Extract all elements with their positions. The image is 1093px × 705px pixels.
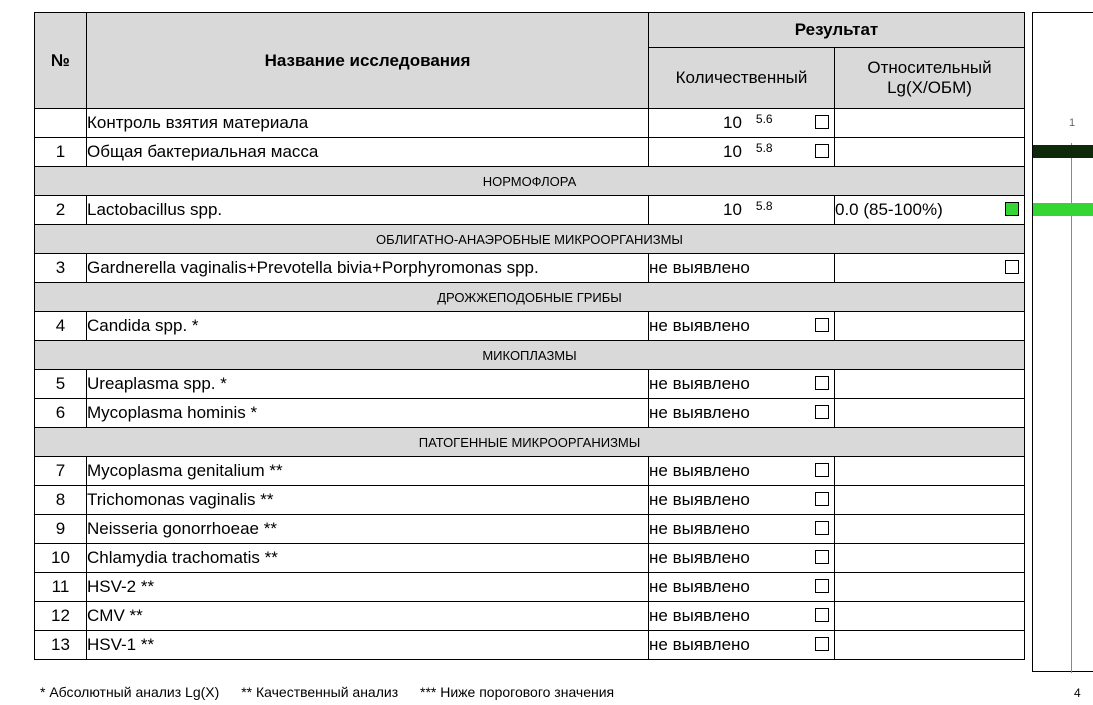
quantitative-value (649, 312, 835, 341)
result-checkbox-icon (815, 492, 829, 506)
chart-tick-top: 1 (1069, 117, 1076, 129)
quantitative-value (649, 196, 835, 225)
result-checkbox-icon (815, 521, 829, 535)
quantitative-value (649, 370, 835, 399)
quantitative-value (649, 544, 835, 573)
section-title: ДРОЖЖЕПОДОБНЫЕ ГРИБЫ (35, 283, 1025, 312)
table-row (35, 399, 1025, 428)
table-row (35, 254, 1025, 283)
section-row (35, 341, 1025, 370)
value-text: не выявлено (649, 635, 750, 654)
quantitative-value (649, 399, 835, 428)
footnote-threshold: *** Ниже порогового значения (420, 684, 615, 700)
relative-value (835, 602, 1025, 631)
quantitative-value (649, 457, 835, 486)
value-text: не выявлено (649, 316, 750, 335)
result-checkbox-icon (815, 376, 829, 390)
result-checkbox-icon (815, 579, 829, 593)
relative-value (835, 544, 1025, 573)
value-text: не выявлено (649, 258, 750, 277)
relative-scale-chart (1032, 12, 1093, 672)
relative-value (835, 631, 1025, 660)
test-name: Mycoplasma hominis * (87, 399, 649, 428)
header-result: Результат (649, 13, 1025, 48)
footnotes (40, 684, 632, 700)
result-checkbox-icon (815, 463, 829, 477)
section-row (35, 428, 1025, 457)
section-row (35, 225, 1025, 254)
test-name: Candida spp. * (87, 312, 649, 341)
relative-value (835, 370, 1025, 399)
test-name: Trichomonas vaginalis ** (87, 486, 649, 515)
row-number: 5 (35, 370, 87, 399)
result-checkbox-icon (815, 115, 829, 129)
table-row (35, 138, 1025, 167)
row-number: 11 (35, 573, 87, 602)
test-name: Общая бактериальная масса (87, 138, 649, 167)
relative-value (835, 573, 1025, 602)
relative-value (835, 486, 1025, 515)
row-number: 10 (35, 544, 87, 573)
chart-bar (1033, 203, 1093, 216)
chart-axis-line (1071, 143, 1072, 673)
relative-value (835, 515, 1025, 544)
table-row (35, 486, 1025, 515)
quantitative-value (649, 602, 835, 631)
quantitative-value (649, 515, 835, 544)
section-title: НОРМОФЛОРА (35, 167, 1025, 196)
header-num: № (35, 13, 87, 109)
table-row (35, 109, 1025, 138)
table-row (35, 196, 1025, 225)
table-row (35, 312, 1025, 341)
footnote-absolute: * Абсолютный анализ Lg(X) (40, 684, 220, 700)
relative-value (835, 312, 1025, 341)
test-name: Ureaplasma spp. * (87, 370, 649, 399)
result-checkbox-icon (815, 637, 829, 651)
value-base: 10 (723, 113, 742, 132)
section-row (35, 283, 1025, 312)
chart-tick-bottom: 4 (1074, 686, 1081, 700)
relative-checkbox-icon (1005, 260, 1019, 274)
test-name: Neisseria gonorrhoeae ** (87, 515, 649, 544)
value-text: не выявлено (649, 461, 750, 480)
header-name: Название исследования (87, 13, 649, 109)
results-table (34, 12, 1025, 660)
result-checkbox-icon (815, 405, 829, 419)
row-number (35, 109, 87, 138)
value-text: не выявлено (649, 606, 750, 625)
table-row (35, 573, 1025, 602)
section-title: МИКОПЛАЗМЫ (35, 341, 1025, 370)
quantitative-value (649, 573, 835, 602)
result-checkbox-icon (815, 144, 829, 158)
row-number: 4 (35, 312, 87, 341)
value-text: не выявлено (649, 403, 750, 422)
relative-checkbox-icon (1005, 202, 1019, 216)
test-name: Mycoplasma genitalium ** (87, 457, 649, 486)
quantitative-value (649, 631, 835, 660)
relative-value (835, 254, 1025, 283)
table-row (35, 370, 1025, 399)
value-text: не выявлено (649, 519, 750, 538)
relative-value (835, 399, 1025, 428)
footnote-qualitative: ** Качественный анализ (241, 684, 399, 700)
relative-value (835, 109, 1025, 138)
chart-bar (1033, 145, 1093, 158)
result-checkbox-icon (815, 608, 829, 622)
row-number: 7 (35, 457, 87, 486)
test-name: HSV-2 ** (87, 573, 649, 602)
value-text: не выявлено (649, 548, 750, 567)
result-checkbox-icon (815, 550, 829, 564)
value-text: не выявлено (649, 490, 750, 509)
row-number: 8 (35, 486, 87, 515)
quantitative-value (649, 138, 835, 167)
quantitative-value (649, 109, 835, 138)
row-number: 2 (35, 196, 87, 225)
test-name: Lactobacillus spp. (87, 196, 649, 225)
relative-value (835, 196, 1025, 225)
row-number: 9 (35, 515, 87, 544)
header-quantitative: Количественный (649, 48, 835, 109)
header-relative: Относительный Lg(X/ОБМ) (835, 48, 1025, 109)
table-row (35, 457, 1025, 486)
row-number: 1 (35, 138, 87, 167)
result-checkbox-icon (815, 318, 829, 332)
value-exponent: 5.8 (755, 199, 773, 213)
value-text: не выявлено (649, 577, 750, 596)
section-row (35, 167, 1025, 196)
relative-value (835, 457, 1025, 486)
row-number: 13 (35, 631, 87, 660)
table-row (35, 544, 1025, 573)
test-name: Gardnerella vaginalis+Prevotella bivia+Porphyromonas spp. (87, 254, 649, 283)
section-title: ОБЛИГАТНО-АНАЭРОБНЫЕ МИКРООРГАНИЗМЫ (35, 225, 1025, 254)
table-row (35, 631, 1025, 660)
test-name: Chlamydia trachomatis ** (87, 544, 649, 573)
table-row (35, 515, 1025, 544)
section-title: ПАТОГЕННЫЕ МИКРООРГАНИЗМЫ (35, 428, 1025, 457)
quantitative-value (649, 486, 835, 515)
value-base: 10 (723, 200, 742, 219)
test-name: Контроль взятия материала (87, 109, 649, 138)
relative-text: 0.0 (85-100%) (835, 200, 943, 219)
value-base: 10 (723, 142, 742, 161)
test-name: CMV ** (87, 602, 649, 631)
value-exponent: 5.8 (755, 141, 773, 155)
quantitative-value (649, 254, 835, 283)
table-row (35, 602, 1025, 631)
row-number: 12 (35, 602, 87, 631)
row-number: 6 (35, 399, 87, 428)
value-exponent: 5.6 (755, 112, 773, 126)
row-number: 3 (35, 254, 87, 283)
test-name: HSV-1 ** (87, 631, 649, 660)
relative-value (835, 138, 1025, 167)
value-text: не выявлено (649, 374, 750, 393)
